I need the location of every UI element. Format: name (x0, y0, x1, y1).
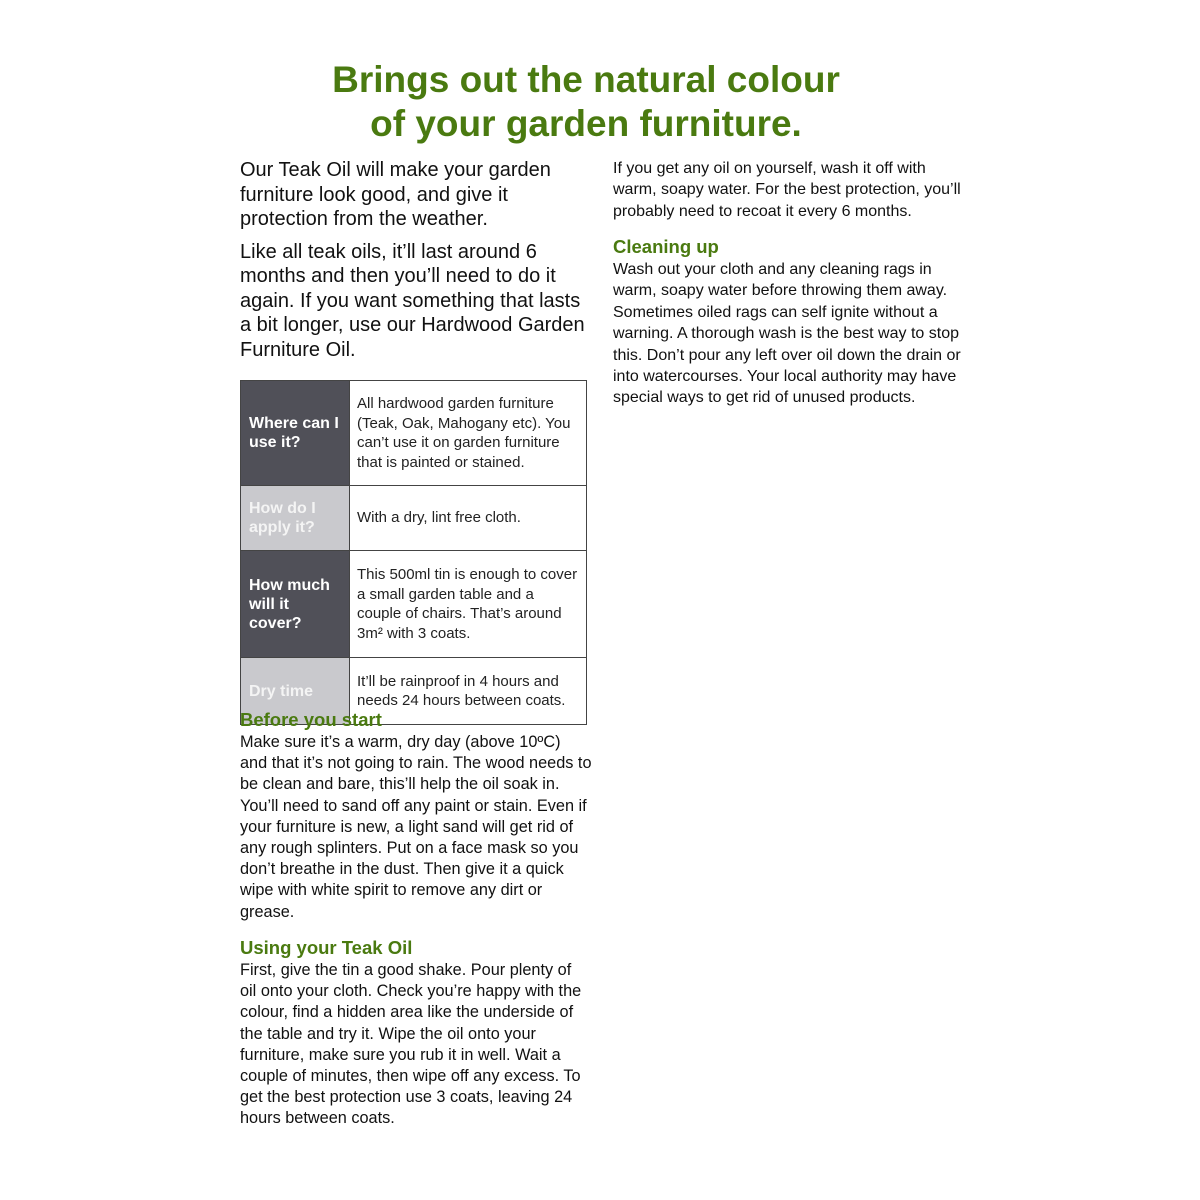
row-value-where: All hardwood garden furniture (Teak, Oak, Mahogany etc). You can’t use it on garden furniture that is painted or stained. (350, 381, 587, 486)
section-heading-before: Before you start (240, 709, 382, 730)
using-teak-oil-section (240, 937, 592, 1130)
cleaning-up-section (613, 236, 973, 409)
section-heading-cleaning: Cleaning up (613, 236, 719, 257)
row-label-apply: How do I apply it? (241, 486, 350, 551)
info-table (240, 380, 587, 725)
title-line-1: Brings out the natural colour (332, 59, 840, 100)
table-row (241, 381, 587, 486)
left-column (240, 158, 592, 725)
row-value-dry: It’ll be rainproof in 4 hours and needs 24 hours between coats. (350, 658, 587, 725)
section-heading-using: Using your Teak Oil (240, 937, 413, 958)
section-text-using: First, give the tin a good shake. Pour plenty of oil onto your cloth. Check you’re happy with the colour, find a hidden area like the underside of the table and try it. Wipe the oil onto your furniture, make sure you rub it in well. Wait a couple of minutes, then wipe off any excess. To get the best protection use 3 coats, leaving 24 hours between coats. (240, 961, 582, 1128)
row-label-cover: How much will it cover? (241, 551, 350, 658)
section-text-before: Make sure it’s a warm, dry day (above 10ºC) and that it’s not going to rain. The wood needs to be clean and bare, this’ll help the oil soak in. You’ll need to sand off any paint or stain. Even if your furniture is new, a light sand will get rid of any rough splinters. Put on a face mask so you don’t breathe in the dust. Then give it a quick wipe with white spirit to remove any dirt or grease. (240, 733, 592, 921)
title-line-2: of your garden furniture. (370, 103, 802, 144)
row-value-cover: This 500ml tin is enough to cover a small garden table and a couple of chairs. That’s around 3m² with 3 coats. (350, 551, 587, 658)
section-text-cleaning: Wash out your cloth and any cleaning rags in warm, soapy water before throwing them away. Sometimes oiled rags can self ignite without a warning. A thorough wash is the best way to stop this. Don’t pour any left over oil down the drain or into watercourses. Your local authority may have special ways to get rid of unused products. (613, 261, 961, 407)
safety-paragraph (613, 158, 973, 222)
page-title (0, 58, 1172, 146)
row-label-where: Where can I use it? (241, 381, 350, 486)
table-row (241, 486, 587, 551)
row-value-apply: With a dry, lint free cloth. (350, 486, 587, 551)
table-row (241, 551, 587, 658)
row-label-dry: Dry time (241, 658, 350, 725)
intro-paragraph-2: Like all teak oils, it’ll last around 6 months and then you’ll need to do it again. If you want something that lasts a bit longer, use our Hardwood Garden Furniture Oil. (240, 240, 585, 361)
safety-text: If you get any oil on yourself, wash it off with warm, soapy water. For the best protection, you’ll probably need to recoat it every 6 months. (613, 160, 961, 220)
before-you-start-section (240, 709, 592, 923)
intro-paragraph-1: Our Teak Oil will make your garden furniture look good, and give it protection from the weather. (240, 159, 551, 230)
